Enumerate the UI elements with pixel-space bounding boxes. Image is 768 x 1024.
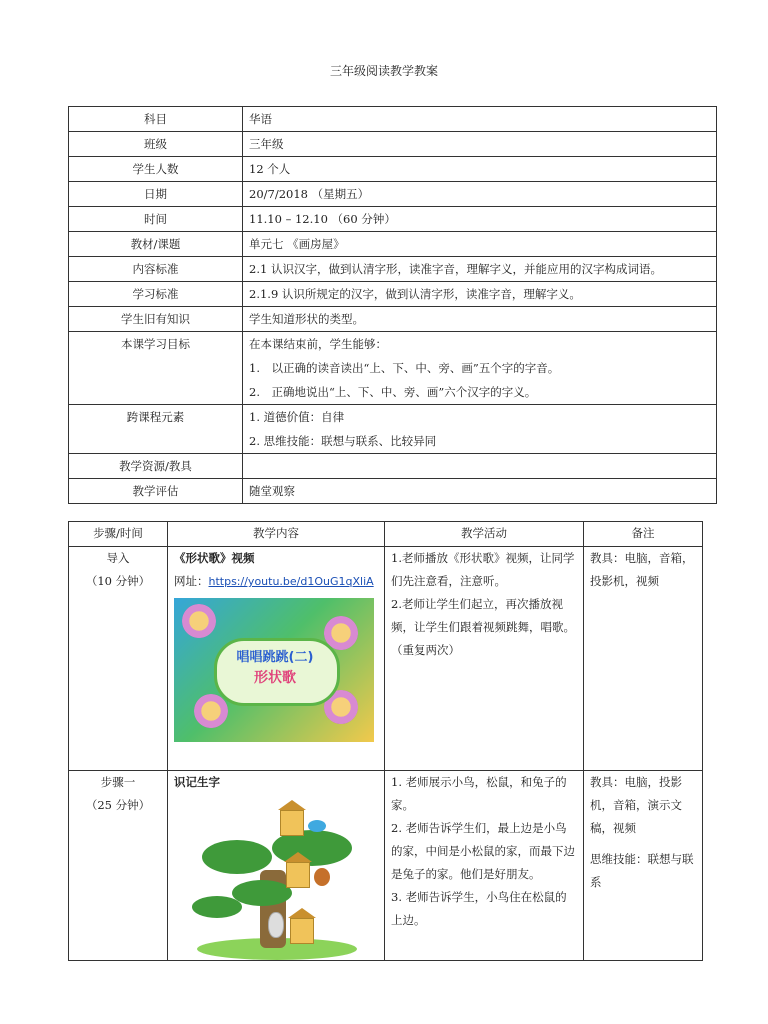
step-duration: （25 分钟） (85, 798, 151, 812)
learning-standard-value: 2.1.9 认识所规定的汉字，做到认清字形，读准字音，理解字义。 (243, 282, 717, 307)
column-header: 教学内容 (168, 522, 385, 547)
flower-tiger-image (182, 604, 216, 638)
content-title: 识记生字 (174, 775, 220, 789)
rabbit-house (290, 918, 314, 944)
objective-item: 2. 正确地说出“上、下、中、旁、画”六个汉字的字义。 (249, 385, 537, 399)
squirrel-house (286, 862, 310, 888)
objective-cell (243, 332, 717, 405)
resource-value (243, 454, 717, 479)
table-row (69, 132, 717, 157)
cross-item: 1. 道德价值：自律 (249, 410, 345, 424)
subject-value: 华语 (243, 107, 717, 132)
table-row (69, 257, 717, 282)
content-standard-value: 2.1 认识汉字，做到认清字形，读准字音，理解字义，并能应用的汉字构成词语。 (243, 257, 717, 282)
table-row (69, 232, 717, 257)
learning-standard-label: 学习标准 (69, 282, 243, 307)
note-cell: 教具：电脑，音箱，投影机，视频 (584, 547, 703, 771)
table-row (69, 405, 717, 454)
material-value: 单元七 《画房屋》 (243, 232, 717, 257)
column-header: 步骤/时间 (69, 522, 168, 547)
evaluation-label: 教学评估 (69, 479, 243, 504)
class-value: 三年级 (243, 132, 717, 157)
resource-label: 教学资源/教具 (69, 454, 243, 479)
table-row (69, 182, 717, 207)
content-cell (168, 771, 385, 961)
url-label: 网址： (174, 574, 209, 588)
date-label: 日期 (69, 182, 243, 207)
cross-item: 2. 思维技能：联想与联系、比较异同 (249, 434, 437, 448)
birdhouse-roof (284, 852, 312, 862)
activity-item: 2. 老师告诉学生们，最上边是小鸟的家，中间是小松鼠的家，而最下边是兔子的家。他们是好朋友。 (391, 821, 575, 881)
note-text: 教具：电脑，投影机，音箱，演示文稿，视频 (590, 775, 682, 835)
table-row (69, 282, 717, 307)
table-row (69, 307, 717, 332)
table-header-row (69, 522, 703, 547)
note-gap (590, 840, 696, 848)
table-row (69, 107, 717, 132)
table-row (69, 454, 717, 479)
table-row (69, 332, 717, 405)
tree-leaves (202, 840, 272, 874)
evaluation-value: 随堂观察 (243, 479, 717, 504)
objective-label: 本课学习目标 (69, 332, 243, 405)
material-label: 教材/课题 (69, 232, 243, 257)
column-header: 教学活动 (385, 522, 584, 547)
content-title: 《形状歌》视频 (174, 551, 255, 565)
subject-label: 科目 (69, 107, 243, 132)
tree-leaves (232, 880, 292, 906)
column-header: 备注 (584, 522, 703, 547)
birdhouse-roof (278, 800, 306, 810)
table-row (69, 547, 703, 771)
step-name: 步骤一 (100, 775, 136, 789)
squirrel-icon (314, 868, 330, 886)
birdhouse-roof (288, 908, 316, 918)
activity-item: 1.老师播放《形状歌》视频，让同学们先注意看，注意听。 (391, 551, 575, 588)
objective-item: 1. 以正确的读音读出“上、下、中、旁、画”五个字的字音。 (249, 361, 560, 375)
step-name: 导入 (106, 551, 130, 565)
prior-knowledge-value: 学生知道形状的类型。 (243, 307, 717, 332)
cross-curricular-label: 跨课程元素 (69, 405, 243, 454)
content-cell (168, 547, 385, 771)
step-cell (69, 771, 168, 961)
objective-intro: 在本课结束前，学生能够： (249, 337, 387, 351)
flower-tiger-image (194, 694, 228, 728)
video-url-line (174, 570, 378, 593)
note-cell (584, 771, 703, 961)
activity-item: 1. 老师展示小鸟，松鼠，和兔子的家。 (391, 775, 567, 812)
student-count-value: 12 个人 (243, 157, 717, 182)
video-link[interactable]: https://youtu.be/d1OuG1qXliA (208, 575, 374, 588)
activity-cell (385, 547, 584, 771)
cross-curricular-cell (243, 405, 717, 454)
time-value: 11.10 – 12.10 （60 分钟） (243, 207, 717, 232)
table-row (69, 771, 703, 961)
prior-knowledge-label: 学生旧有知识 (69, 307, 243, 332)
page-title: 三年级阅读教学教案 (329, 64, 438, 78)
student-count-label: 学生人数 (69, 157, 243, 182)
activity-item: 2.老师让学生们起立，再次播放视频，让学生们跟着视频跳舞，唱歌。（重复两次） (391, 597, 575, 657)
shape-song-video-thumbnail (174, 598, 374, 742)
tree-leaves (192, 896, 242, 918)
activity-item: 3. 老师告诉学生，小鸟住在松鼠的上边。 (391, 890, 567, 927)
note-text: 思维技能：联想与联系 (590, 852, 694, 889)
step-duration: （10 分钟） (85, 574, 151, 588)
thumbnail-subtitle: 形状歌 (254, 670, 296, 686)
content-standard-label: 内容标准 (69, 257, 243, 282)
lesson-steps-table (68, 521, 703, 961)
class-label: 班级 (69, 132, 243, 157)
tree-houses-illustration (192, 800, 367, 960)
bird-house (280, 810, 304, 836)
table-row (69, 479, 717, 504)
table-row (69, 207, 717, 232)
step-cell (69, 547, 168, 771)
time-label: 时间 (69, 207, 243, 232)
date-value: 20/7/2018 （星期五） (243, 182, 717, 207)
rabbit-icon (268, 912, 284, 938)
activity-cell (385, 771, 584, 961)
bird-icon (308, 820, 326, 832)
thumbnail-title: 唱唱跳跳(二) (236, 650, 314, 665)
lesson-info-table (68, 106, 717, 504)
table-row (69, 157, 717, 182)
